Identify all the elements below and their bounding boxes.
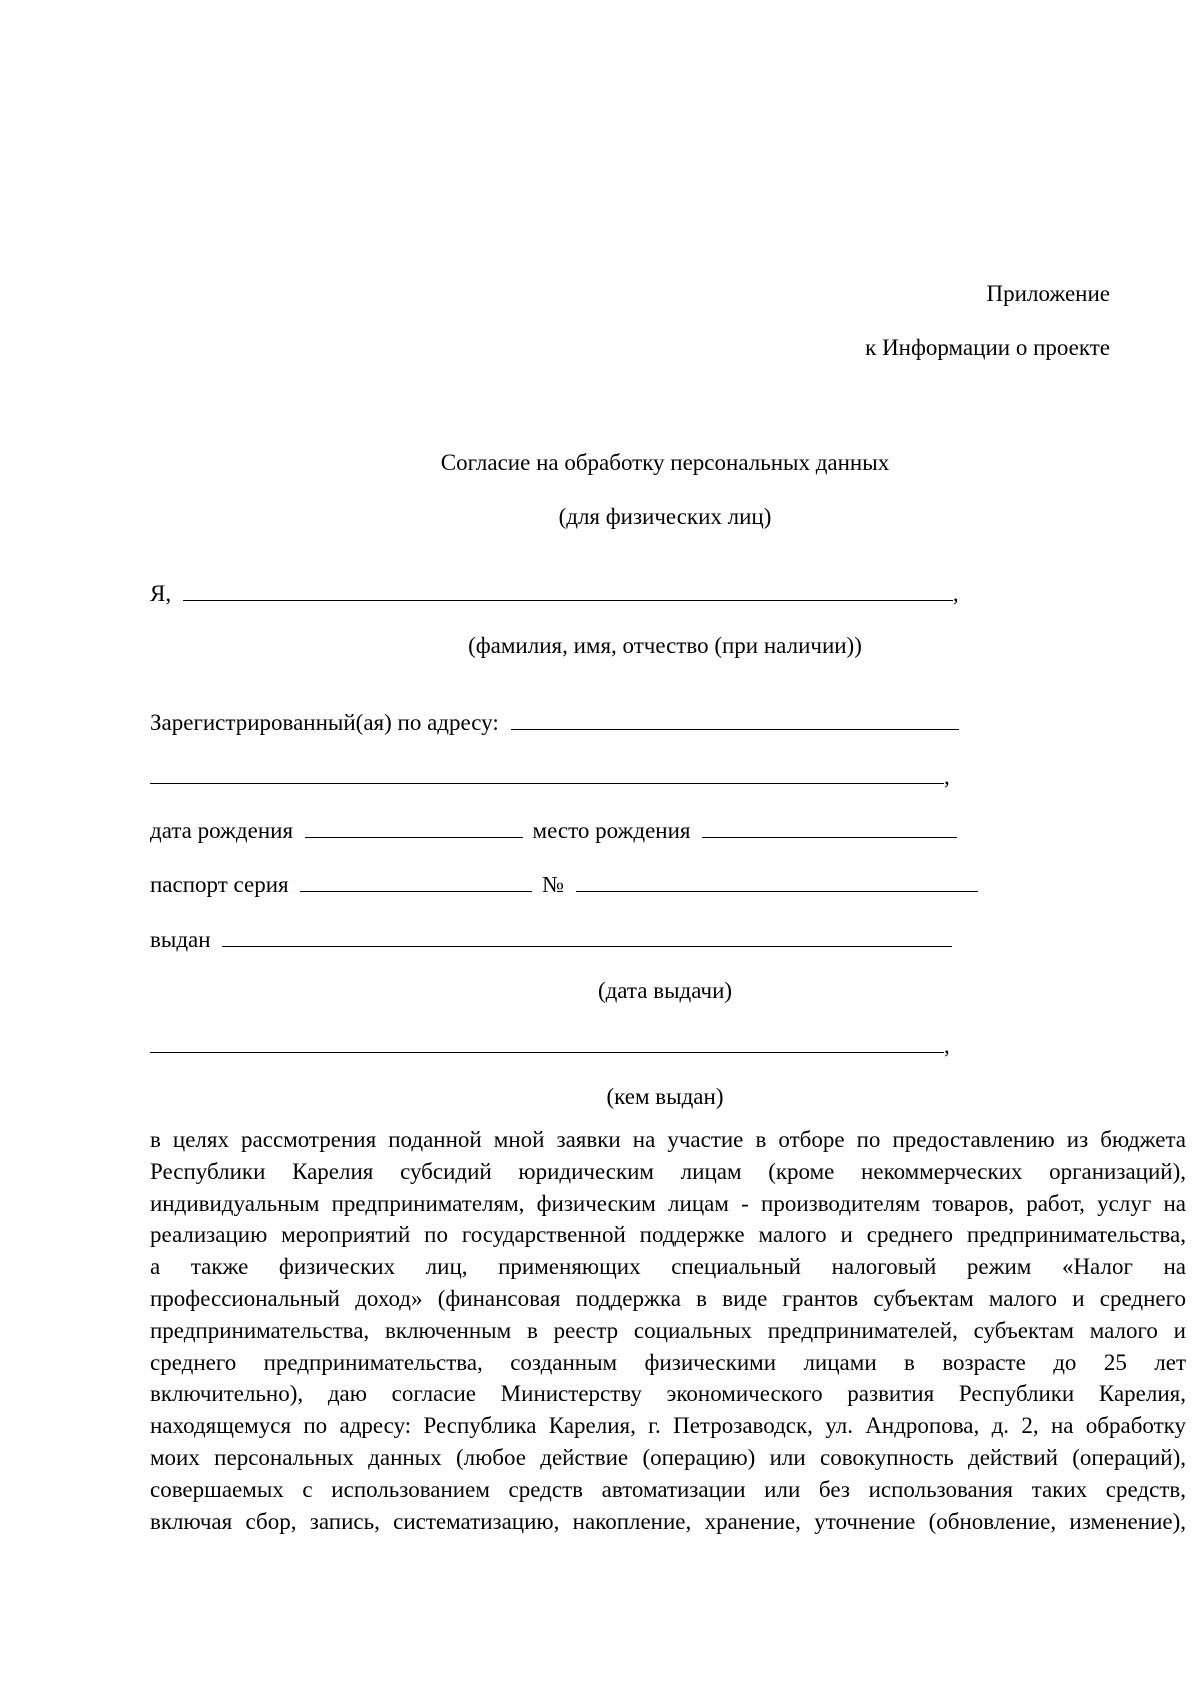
paragraph-line: реализацию мероприятий по государственной поддержке малого и среднего предпринимательства, [150,1222,1186,1248]
passport-number-field[interactable] [576,869,978,892]
paragraph-line: находящемуся по адресу: Республика Карелия, г. Петрозаводск, ул. Андропова, д. 2, на обработку [150,1413,1186,1439]
appendix-label: Приложение [986,281,1110,306]
paragraph-line: индивидуальным предпринимателям, физическим лицам - производителям товаров, работ, услуг на [150,1190,1186,1216]
fio-field[interactable] [183,578,953,601]
issued-by-caption: (кем выдан) [606,1084,724,1109]
passport-number-label: № [542,872,565,897]
birth-place-field[interactable] [702,815,957,838]
fio-row [150,578,959,608]
passport-row [150,869,978,899]
passport-series-field[interactable] [300,869,532,892]
paragraph-line: моих персональных данных (любое действие (операцию) или совокупность действий (операций), [150,1444,1186,1470]
paragraph-line: включая сбор, запись, систематизацию, накопление, хранение, уточнение (обновление, изменение), [150,1508,1186,1534]
paragraph-line: предпринимательства, включенным в реестр социальных предпринимателей, субъектам малого и [150,1317,1186,1343]
fio-caption: (фамилия, имя, отчество (при наличии)) [468,633,862,658]
birth-place-label: место рождения [532,818,691,843]
registered-label: Зарегистрированный(ая) по адресу: [150,710,499,735]
issued-by-comma: , [944,1033,950,1058]
issued-by-row [150,1030,950,1060]
consent-paragraph [150,1124,1186,1537]
address-comma: , [944,764,950,789]
issued-row [150,924,952,954]
issue-date-caption: (дата выдачи) [597,978,733,1003]
document-subtitle: (для физических лиц) [558,504,772,529]
passport-series-label: паспорт серия [150,872,289,897]
issued-date-field[interactable] [222,924,952,947]
paragraph-line: среднего предпринимательства, созданным физическими лицами в возрасте до 25 лет [150,1349,1186,1375]
address-field[interactable] [511,707,959,730]
paragraph-line: совершаемых с использованием средств автоматизации или без использования таких средств, [150,1476,1186,1502]
issued-by-field[interactable] [150,1030,944,1053]
i-label: Я, [150,581,172,606]
address-row-2 [150,761,950,791]
issued-label: выдан [150,927,211,952]
appendix-reference: к Информации о проекте [865,335,1110,360]
fio-comma: , [952,581,959,606]
paragraph-line: а также физических лиц, применяющих специальный налоговый режим «Налог на [150,1254,1186,1280]
birth-date-field[interactable] [305,815,523,838]
paragraph-line: включительно), даю согласие Министерству экономического развития Республики Карелия, [150,1381,1186,1407]
birth-date-label: дата рождения [150,818,294,843]
paragraph-line: в целях рассмотрения поданной мной заявки на участие в отборе по предоставлению из бюджета [150,1127,1186,1152]
paragraph-line: профессиональный доход» (финансовая поддержка в виде грантов субъектам малого и среднего [150,1285,1186,1311]
birth-row [150,815,957,845]
address-field-2[interactable] [150,761,944,784]
document-title: Согласие на обработку персональных данных [440,450,890,475]
paragraph-line: Республики Карелия субсидий юридическим лицам (кроме некоммерческих организаций), [150,1158,1186,1184]
address-row [150,707,959,737]
